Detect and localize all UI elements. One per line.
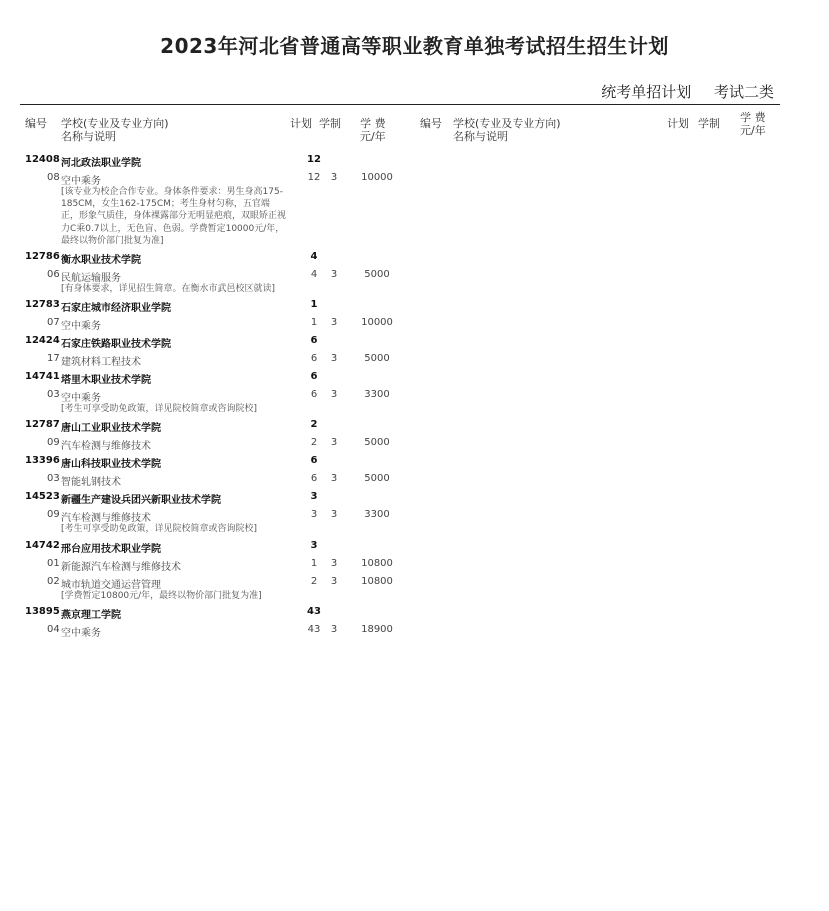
header-school-right <box>453 117 561 143</box>
school-name: 河北政法职业学院 <box>61 158 141 169</box>
major-plan: 43 <box>307 623 321 635</box>
major-duration: 3 <box>330 509 338 521</box>
major-code: 06 <box>47 269 60 281</box>
header-rule <box>20 104 780 105</box>
school-row <box>0 249 829 267</box>
school-name: 塔里木职业技术学院 <box>61 375 151 387</box>
school-name: 衡水职业技术学院 <box>61 255 141 267</box>
major-row <box>0 471 829 489</box>
school-row <box>0 417 829 435</box>
major-name: 空中乘务 <box>61 627 101 639</box>
major-code: 08 <box>47 172 60 183</box>
major-fee: 10000 <box>361 317 393 329</box>
major-duration: 3 <box>330 172 338 183</box>
school-code: 12424 <box>25 335 60 347</box>
school-plan: 6 <box>310 455 318 467</box>
major-note: [考生可享受助免政策，详见院校简章或咨询院校] <box>61 404 258 415</box>
school-plan: 4 <box>310 251 318 263</box>
school-row <box>0 604 829 622</box>
major-duration: 3 <box>330 389 338 401</box>
school-code: 14742 <box>25 539 60 551</box>
header-fee-line2: 元/年 <box>740 124 766 137</box>
major-name: 民航运输服务 <box>61 273 121 285</box>
major-note: [考生可享受助免政策，详见院校简章或咨询院校] <box>61 524 258 535</box>
major-fee: 5000 <box>364 473 390 485</box>
major-code: 07 <box>47 317 60 329</box>
major-code: 03 <box>47 473 60 485</box>
major-note: [有身体要求，详见招生简章。在衡水市武邑校区就读] <box>61 284 276 295</box>
school-plan: 3 <box>310 491 318 503</box>
header-duration-right: 学制 <box>698 117 720 130</box>
school-name: 石家庄城市经济职业学院 <box>61 303 171 315</box>
major-row <box>0 315 829 333</box>
school-name: 燕京理工学院 <box>61 609 121 621</box>
header-plan-right: 计划 <box>667 117 689 130</box>
page-title: 2023年河北省普通高等职业教育单独考试招生招生计划 <box>160 34 669 58</box>
major-name: 汽车检测与维修技术 <box>61 441 151 453</box>
school-row <box>0 538 829 556</box>
major-code: 01 <box>47 557 60 569</box>
school-name: 唐山科技职业技术学院 <box>61 459 161 471</box>
header-fee-line1: 学 费 <box>740 111 766 124</box>
school-plan: 2 <box>310 419 318 431</box>
header-fee-line2: 元/年 <box>360 130 386 143</box>
plan-table <box>0 152 829 640</box>
header-school-line1: 学校(专业及专业方向) <box>61 117 169 130</box>
major-note: [该专业为校企合作专业。身体条件要求：男生身高175-185CM，女生162-175CM；考生身材匀称，五官端正，形象气质佳，身体裸露部分无明显疤痕，双眼矫正视力C乘0.7以上，无色盲、色弱。学费暂定10000元/年，最终以物价部门批复为准] <box>61 187 287 246</box>
school-plan: 6 <box>310 335 318 347</box>
major-plan: 1 <box>310 317 318 329</box>
school-code: 14523 <box>25 491 60 503</box>
major-fee: 5000 <box>364 269 390 281</box>
school-plan: 12 <box>307 154 321 165</box>
major-name: 空中乘务 <box>61 393 101 405</box>
major-code: 03 <box>47 389 60 401</box>
header-fee-right <box>740 111 766 137</box>
major-row <box>0 351 829 369</box>
school-code: 13895 <box>25 605 60 617</box>
plan-subtitle <box>583 81 774 102</box>
major-name: 空中乘务 <box>61 176 101 187</box>
school-code: 12408 <box>25 154 60 165</box>
major-fee: 3300 <box>364 509 390 521</box>
school-row <box>0 453 829 471</box>
school-code: 13396 <box>25 455 60 467</box>
school-plan: 6 <box>310 371 318 383</box>
major-code: 09 <box>47 437 60 449</box>
school-row <box>0 297 829 315</box>
school-code: 12783 <box>25 299 60 311</box>
major-plan: 3 <box>310 509 318 521</box>
header-school-line2: 名称与说明 <box>61 130 116 143</box>
major-duration: 3 <box>330 437 338 449</box>
major-fee: 10800 <box>361 575 393 587</box>
major-row <box>0 622 829 640</box>
header-school-left <box>61 117 169 143</box>
major-name: 空中乘务 <box>61 321 101 333</box>
school-code: 12786 <box>25 251 60 263</box>
major-fee: 3300 <box>364 389 390 401</box>
header-code-right: 编号 <box>420 117 442 130</box>
major-name: 新能源汽车检测与维修技术 <box>61 561 181 573</box>
major-plan: 12 <box>307 172 321 183</box>
school-row <box>0 333 829 351</box>
plan-type: 统考单招计划 <box>601 83 692 101</box>
major-duration: 3 <box>330 269 338 281</box>
major-plan: 4 <box>310 269 318 281</box>
major-duration: 3 <box>330 473 338 485</box>
header-fee-left <box>360 117 386 143</box>
header-duration-left: 学制 <box>319 117 341 130</box>
major-fee: 10000 <box>361 172 393 183</box>
school-plan: 1 <box>310 299 318 311</box>
major-fee: 10800 <box>361 557 393 569</box>
major-duration: 3 <box>330 575 338 587</box>
school-name: 唐山工业职业技术学院 <box>61 423 161 435</box>
header-plan-left: 计划 <box>290 117 312 130</box>
school-plan: 43 <box>307 605 321 617</box>
header-school-line1: 学校(专业及专业方向) <box>453 117 561 130</box>
major-row <box>0 435 829 453</box>
school-name: 新疆生产建设兵团兴新职业技术学院 <box>61 495 221 507</box>
exam-category: 考试二类 <box>713 83 774 101</box>
header-school-line2: 名称与说明 <box>453 130 508 143</box>
major-name: 汽车检测与维修技术 <box>61 513 151 525</box>
major-row <box>0 556 829 574</box>
school-code: 14741 <box>25 371 60 383</box>
school-row <box>0 369 829 387</box>
major-name: 建筑材料工程技术 <box>61 357 141 369</box>
school-name: 邢台应用技术职业学院 <box>61 543 161 555</box>
school-plan: 3 <box>310 539 318 551</box>
major-plan: 6 <box>310 353 318 365</box>
major-name: 智能轧钢技术 <box>61 477 121 489</box>
major-plan: 6 <box>310 473 318 485</box>
major-duration: 3 <box>330 353 338 365</box>
header-fee-line1: 学 费 <box>360 117 386 130</box>
major-plan: 2 <box>310 437 318 449</box>
major-duration: 3 <box>330 557 338 569</box>
school-name: 石家庄铁路职业技术学院 <box>61 339 171 351</box>
major-note: [学费暂定10800元/年，最终以物价部门批复为准] <box>61 590 262 601</box>
major-fee: 18900 <box>361 623 393 635</box>
major-plan: 1 <box>310 557 318 569</box>
major-plan: 2 <box>310 575 318 587</box>
major-plan: 6 <box>310 389 318 401</box>
major-code: 17 <box>47 353 60 365</box>
major-code: 04 <box>47 623 60 635</box>
major-fee: 5000 <box>364 353 390 365</box>
header-code-left: 编号 <box>25 117 47 130</box>
major-code: 09 <box>47 509 60 521</box>
school-row <box>0 489 829 507</box>
school-code: 12787 <box>25 419 60 431</box>
school-row <box>0 152 829 170</box>
major-duration: 3 <box>330 623 338 635</box>
major-code: 02 <box>47 575 60 587</box>
major-name: 城市轨道交通运营管理 <box>61 579 161 591</box>
major-duration: 3 <box>330 317 338 329</box>
major-fee: 5000 <box>364 437 390 449</box>
